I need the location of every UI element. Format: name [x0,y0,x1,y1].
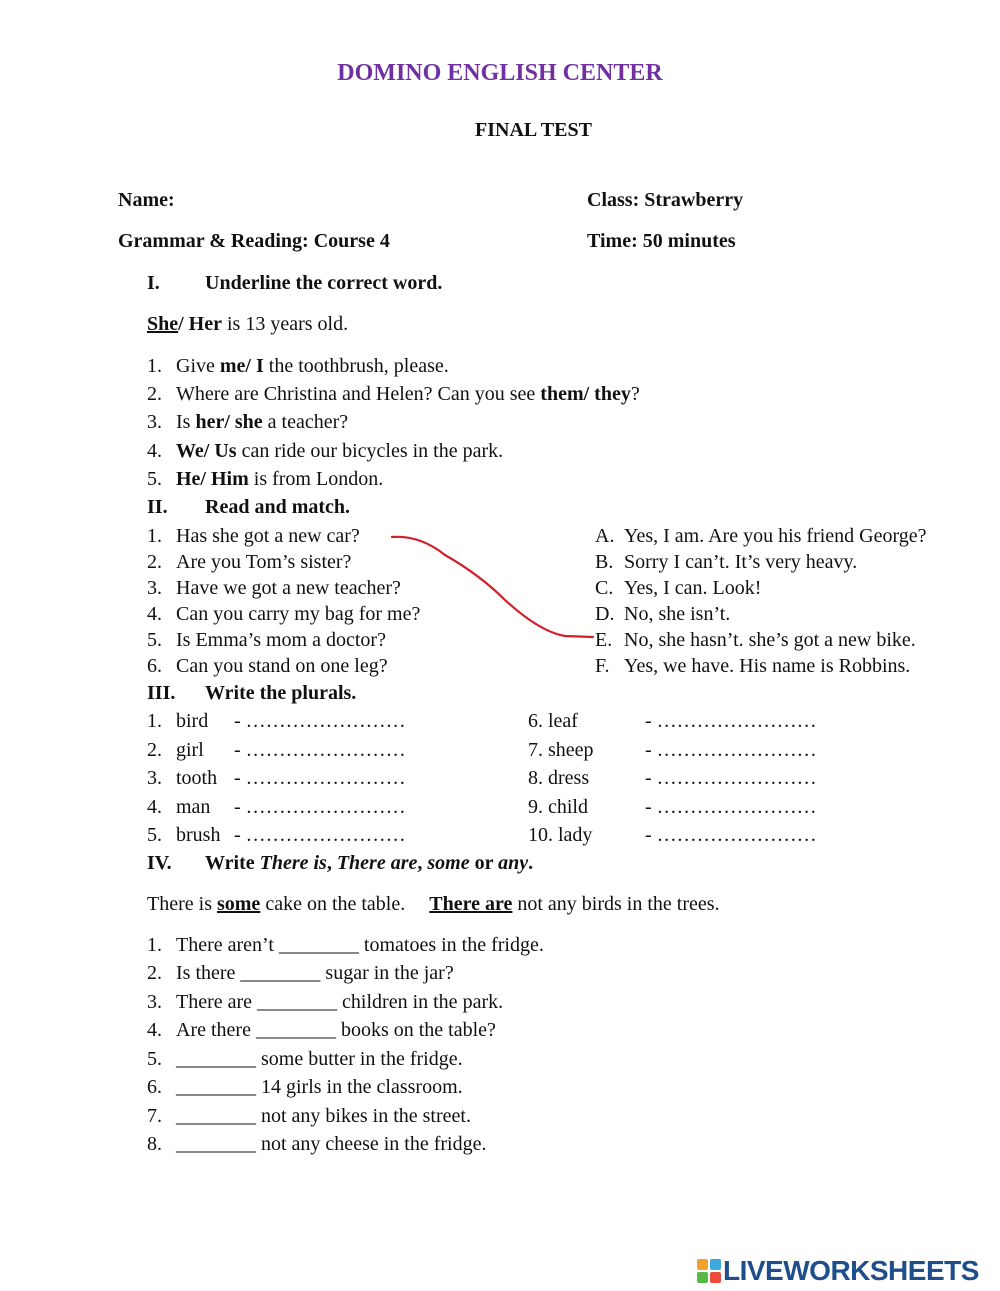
question-text: Are you Tom’s sister? [176,551,352,573]
question-number: 4. [147,603,162,625]
plural-number: 4. [147,796,162,818]
course-label: Grammar & Reading: Course 4 [118,230,390,252]
question-number: 3. [147,577,162,599]
list-item [147,991,503,1014]
plural-word: 8. dress [528,767,590,789]
section2-numeral: II. [147,496,168,518]
question-number: 2. [147,551,162,573]
list-item [147,1133,486,1156]
answer-letter: B. [595,551,614,573]
answer-text: No, she hasn’t. she’s got a new bike. [624,629,916,651]
item-text: Are there ________ books on the table? [176,1019,496,1041]
item-options: her/ she [195,411,263,433]
section3-title: Write the plurals. [205,682,357,704]
question-number: 5. [147,629,162,651]
example-answer: There are [429,893,513,915]
example-answer: She [147,313,179,335]
plural-word: 6. leaf [528,710,578,732]
item-text: the toothbrush, please. [263,355,449,377]
plural-word: bird [176,710,209,732]
example-rest: is 13 years old. [222,313,349,335]
plural-word: girl [176,739,204,761]
list-item [147,1019,496,1042]
answer-letter: D. [595,603,615,625]
question-text: Have we got a new teacher? [176,577,401,599]
section3-numeral: III. [147,682,176,704]
item-number: 1. [147,934,162,956]
plural-number: 1. [147,710,162,732]
liveworksheets-logo [697,1255,979,1287]
section4-there-are: There are [336,852,418,874]
list-item [147,934,544,957]
section3-heading [147,682,356,705]
item-number: 3. [147,991,162,1013]
answer-text: Sorry I can’t. It’s very heavy. [624,551,858,573]
item-number: 5. [147,468,162,490]
plural-blank: - …………………… [645,796,817,818]
item-text: Is there ________ sugar in the jar? [176,962,454,984]
answer-text: No, she isn’t. [624,603,731,625]
item-text: ________ not any cheese in the fridge. [176,1133,487,1155]
item-number: 6. [147,1076,162,1098]
answer-letter: C. [595,577,614,599]
item-text: ________ some butter in the fridge. [176,1048,463,1070]
plural-word: tooth [176,767,218,789]
plural-number: 3. [147,767,162,789]
answer-text: Yes, we have. His name is Robbins. [624,655,911,677]
item-text: Is [176,411,196,433]
section4-any: any [498,852,529,874]
section4-or: or [469,852,499,874]
item-number: 3. [147,411,162,433]
logo-text: LIVEWORKSHEETS [723,1255,979,1286]
list-item [147,1105,471,1128]
list-item [147,1076,463,1099]
item-number: 1. [147,355,162,377]
question-text: Can you carry my bag for me? [176,603,421,625]
section4-numeral: IV. [147,852,172,874]
item-text: ? [630,383,640,405]
item-text: can ride our bicycles in the park. [236,440,504,462]
plural-blank: - …………………… [645,767,817,789]
item-number: 4. [147,440,162,462]
class-label: Class: Strawberry [587,189,744,211]
test-title: FINAL TEST [475,119,592,141]
answer-text: Yes, I am. Are you his friend George? [624,525,927,547]
plural-word: brush [176,824,221,846]
example-option: / Her [178,313,222,335]
plural-blank: - …………………… [234,796,406,818]
example-text: not any birds in the trees. [512,893,720,915]
answer-text: Yes, I can. Look! [624,577,762,599]
item-text: There are ________ children in the park. [176,991,504,1013]
item-text: a teacher? [262,411,349,433]
section4-heading-text: Write [205,852,260,874]
question-text: Has she got a new car? [176,525,360,547]
plural-blank: - …………………… [234,767,406,789]
section4-period: . [528,852,534,874]
item-options: them/ they [540,383,631,405]
section4-there-is: There is [259,852,327,874]
plural-number: 5. [147,824,162,846]
item-number: 4. [147,1019,162,1041]
answer-letter: E. [595,629,613,651]
question-text: Is Emma’s mom a doctor? [176,629,386,651]
section4-comma: , [326,852,337,874]
answer-letter: F. [595,655,610,677]
example-text: cake on the table. [260,893,406,915]
item-number: 8. [147,1133,162,1155]
section4-comma: , [417,852,428,874]
item-text: Where are Christina and Helen? Can you see [176,383,541,405]
item-number: 5. [147,1048,162,1070]
section1-title: Underline the correct word. [205,272,443,294]
plural-number: 2. [147,739,162,761]
plural-blank: - …………………… [645,710,817,732]
plural-blank: - …………………… [645,739,817,761]
section4-heading [147,852,533,875]
plural-blank: - …………………… [234,739,406,761]
name-label: Name: [118,189,175,211]
question-number: 1. [147,525,162,547]
section2-title: Read and match. [205,496,351,518]
item-options: He/ Him [176,468,249,490]
example-answer: some [216,893,261,915]
list-item [147,962,454,985]
plural-blank: - …………………… [645,824,817,846]
section4-some: some [427,852,470,874]
center-title: DOMINO ENGLISH CENTER [337,60,663,86]
item-number: 7. [147,1105,162,1127]
plural-word: 10. lady [528,824,593,846]
item-number: 2. [147,383,162,405]
section1-numeral: I. [147,272,160,294]
item-text: ________ 14 girls in the classroom. [176,1076,463,1098]
plural-word: man [176,796,211,818]
logo-blocks-icon [697,1259,721,1283]
plural-word: 7. sheep [528,739,594,761]
item-text: Give [176,355,220,377]
list-item [147,1048,463,1071]
item-text: is from London. [248,468,384,490]
item-options: me/ I [219,355,264,377]
question-number: 6. [147,655,162,677]
plural-word: 9. child [528,796,588,818]
item-options: We/ Us [176,440,237,462]
plural-blank: - …………………… [234,824,406,846]
item-text: There aren’t ________ tomatoes in the fridge. [176,934,544,956]
answer-letter: A. [595,525,615,547]
section4-example [147,893,720,916]
item-number: 2. [147,962,162,984]
plural-blank: - …………………… [234,710,406,732]
example-text: There is [147,893,217,915]
time-label: Time: 50 minutes [587,230,736,252]
question-text: Can you stand on one leg? [176,655,388,677]
item-text: ________ not any bikes in the street. [176,1105,471,1127]
